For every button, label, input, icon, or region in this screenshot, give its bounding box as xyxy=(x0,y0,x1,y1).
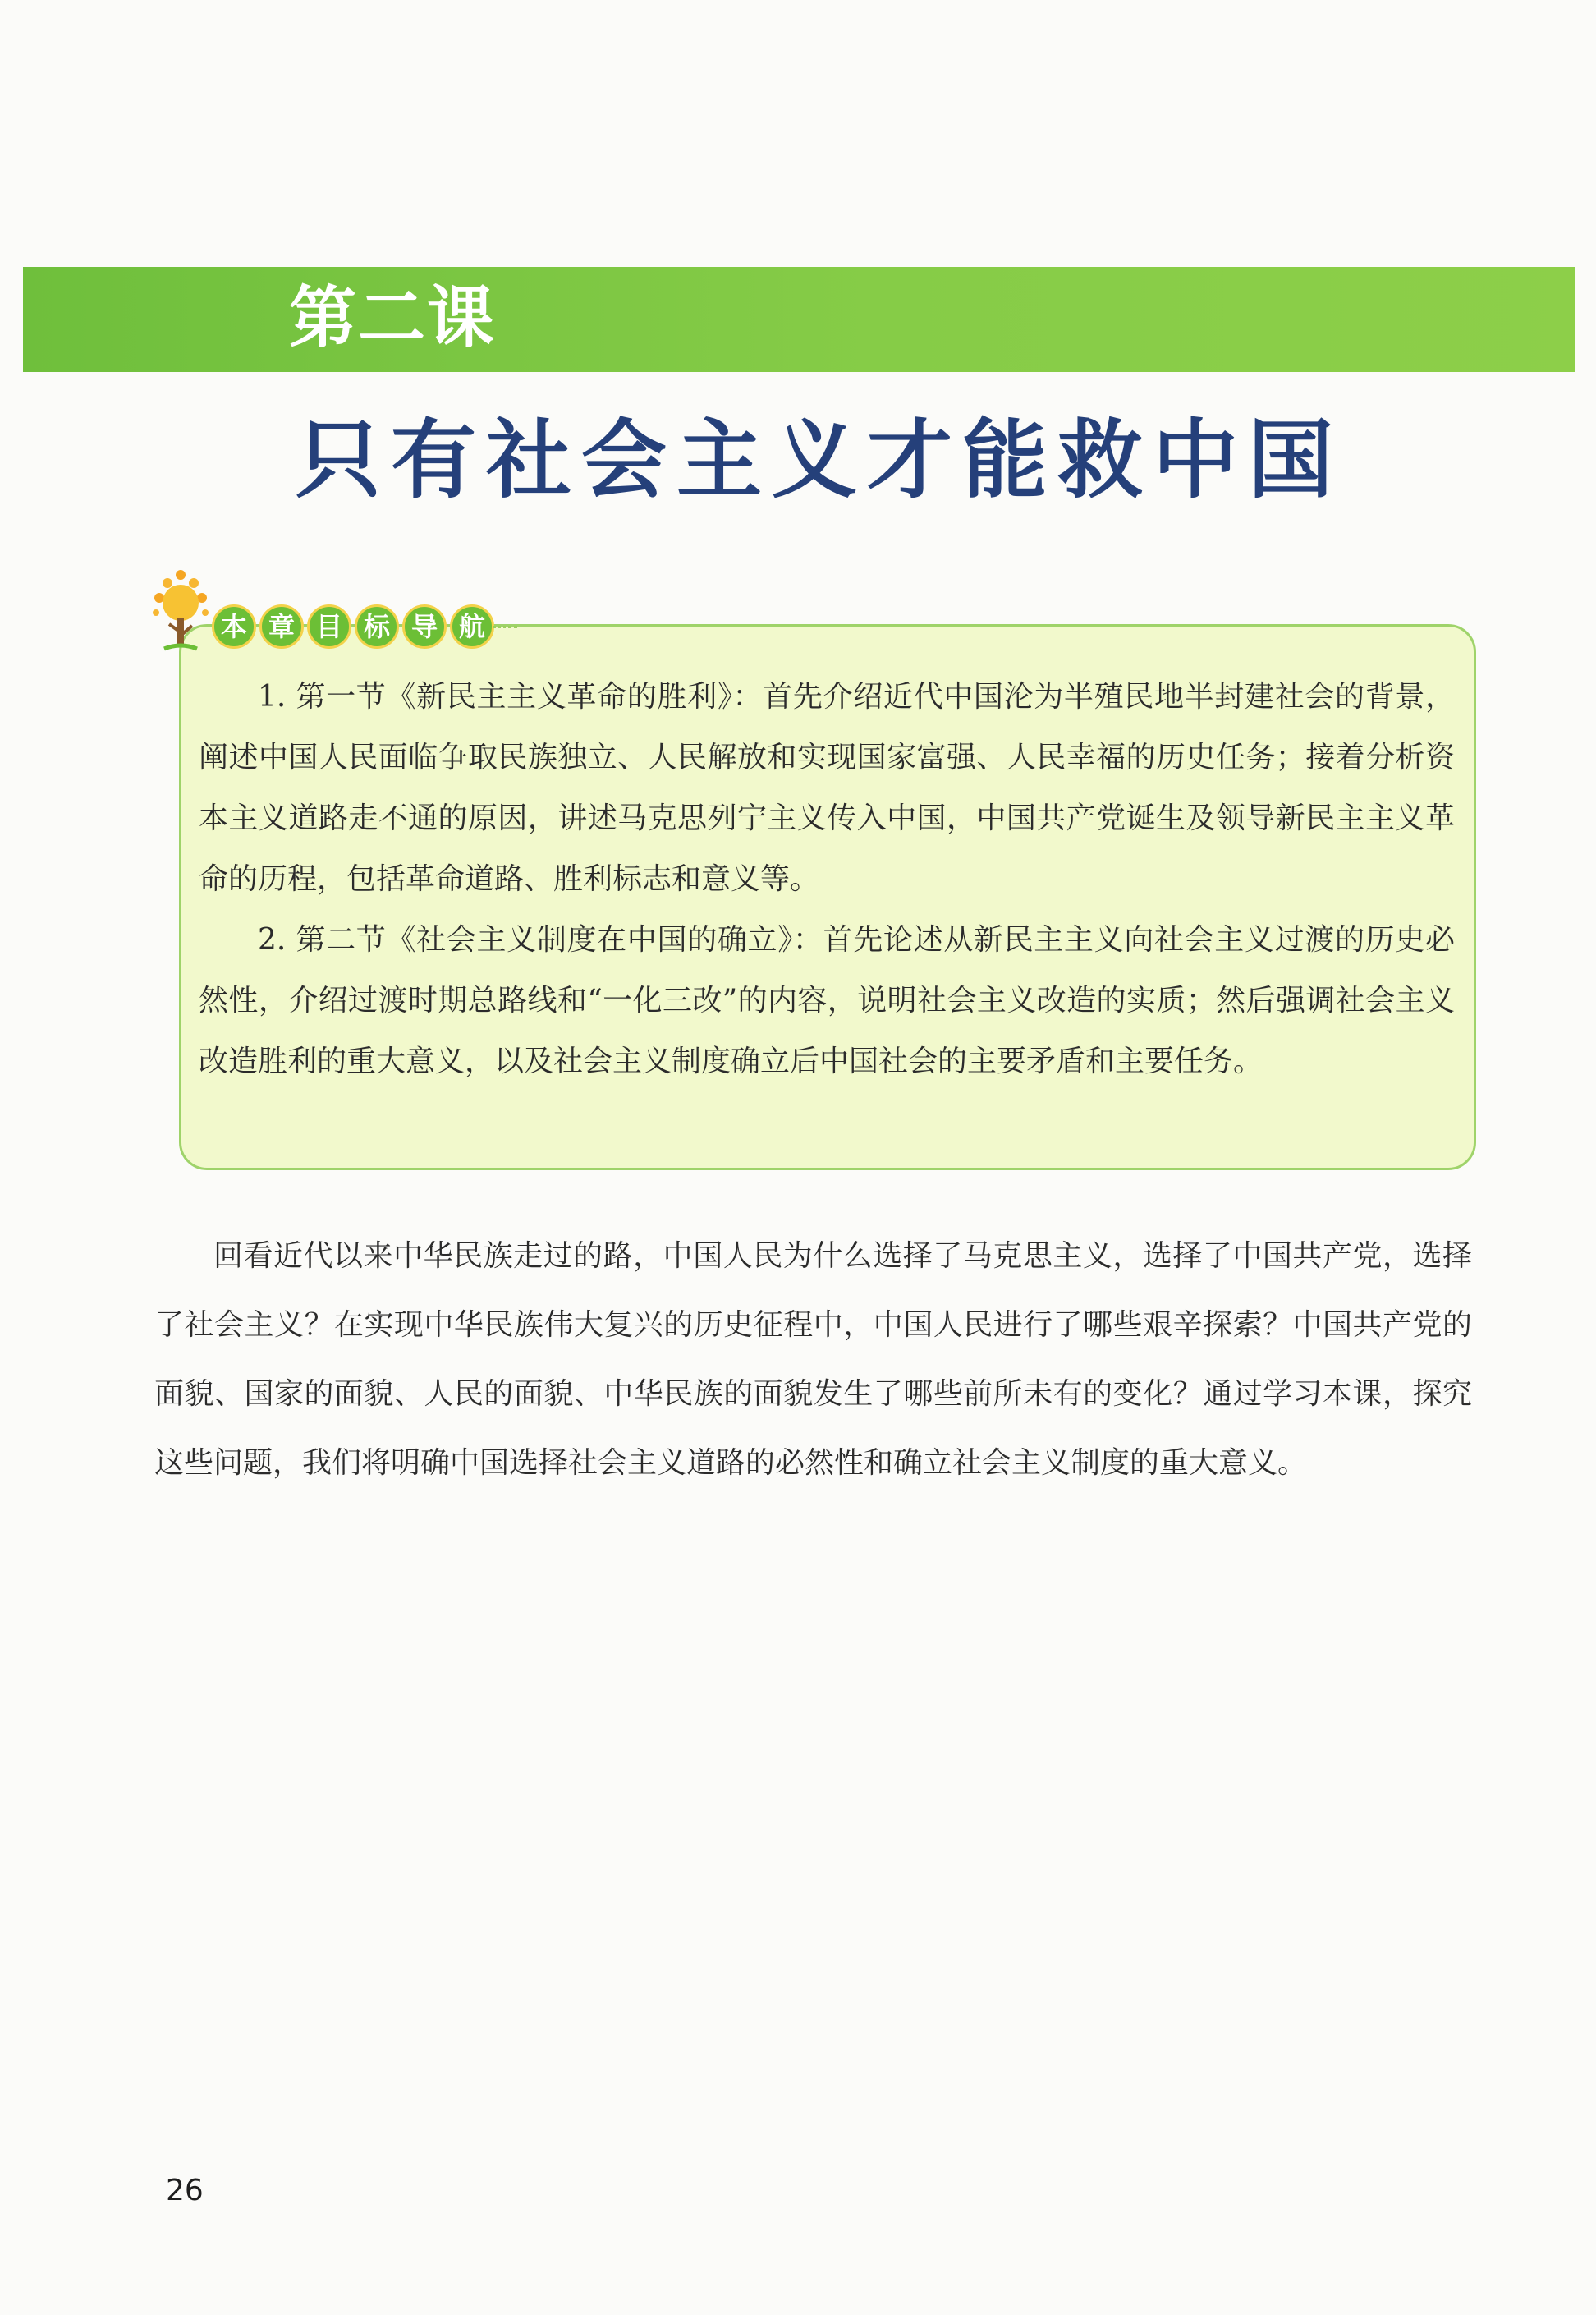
heading-char: 本 xyxy=(212,604,256,649)
heading-char: 章 xyxy=(259,604,304,649)
goal-item: 1. 第一节《新民主主义革命的胜利》：首先介绍近代中国沦为半殖民地半封建社会的背景，阐述中国人民面临争取民族独立、人民解放和实现国家富强、人民幸福的历史任务；接着分析资本主义道路走不通的原因，讲述马克思列宁主义传入中国，中国共产党诞生及领导新民主主义革命的历程，包括革命道路、胜利标志和意义等。 xyxy=(199,680,1455,896)
chapter-goals-heading xyxy=(212,604,494,649)
heading-char: 标 xyxy=(355,604,399,649)
lesson-title: 只有社会主义才能救中国 xyxy=(296,410,1344,510)
chapter-goals-text xyxy=(199,667,1455,1092)
page-number: 26 xyxy=(166,2174,204,2207)
intro-paragraph xyxy=(154,1222,1472,1498)
heading-char: 导 xyxy=(402,604,447,649)
lesson-label: 第二课 xyxy=(289,279,497,357)
heading-dotted-line xyxy=(493,626,517,628)
tree-icon xyxy=(148,567,213,657)
lesson-banner xyxy=(23,267,1575,372)
goal-item: 2. 第二节《社会主义制度在中国的确立》：首先论述从新民主主义向社会主义过渡的历史必然性，介绍过渡时期总路线和“一化三改”的内容，说明社会主义改造的实质；然后强调社会主义改造胜利的重大意义，以及社会主义制度确立后中国社会的主要矛盾和主要任务。 xyxy=(199,923,1455,1078)
heading-char: 航 xyxy=(450,604,494,649)
intro-text: 回看近代以来中华民族走过的路，中国人民为什么选择了马克思主义，选择了中国共产党，选择了社会主义？在实现中华民族伟大复兴的历史征程中，中国人民进行了哪些艰辛探索？中国共产党的面貌、国家的面貌、人民的面貌、中华民族的面貌发生了哪些前所未有的变化？通过学习本课，探究这些问题，我们将明确中国选择社会主义道路的必然性和确立社会主义制度的重大意义。 xyxy=(154,1239,1472,1480)
heading-char: 目 xyxy=(307,604,351,649)
